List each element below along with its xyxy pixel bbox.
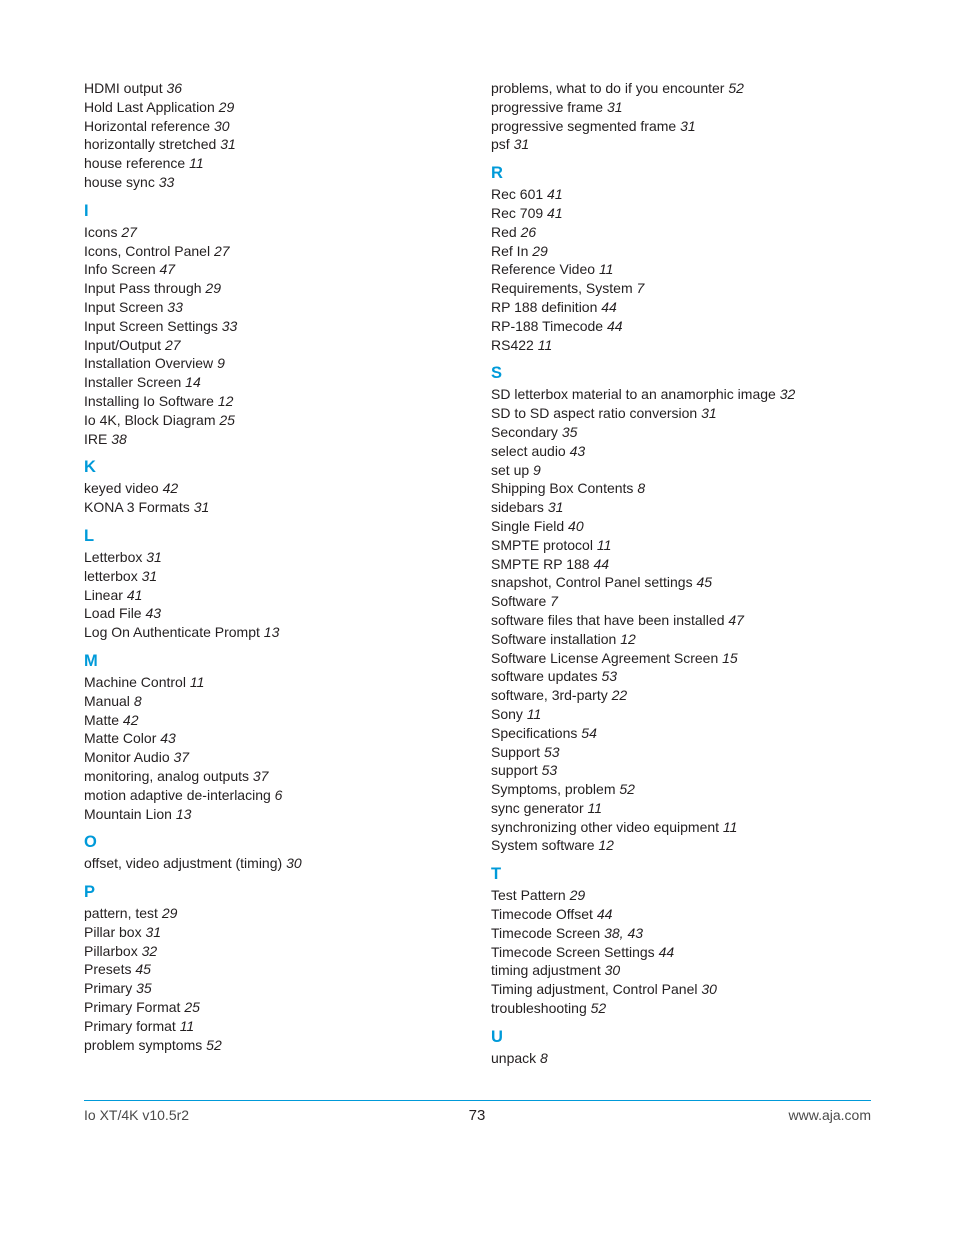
index-page-ref: 33 (221, 317, 238, 334)
index-entry (84, 942, 464, 961)
index-term: Matte Color (84, 730, 157, 747)
index-page-ref: 7 (550, 593, 558, 610)
index-entry (491, 836, 891, 855)
index-term: Info Screen (84, 261, 156, 278)
index-page-ref: 12 (217, 392, 234, 409)
index-entry (491, 799, 891, 818)
index-letter-heading: U (491, 1027, 503, 1046)
index-entry (491, 649, 891, 668)
index-page-ref: 31 (146, 548, 162, 565)
index-entry (84, 98, 464, 117)
index-entry (491, 336, 891, 355)
index-term: RS422 (491, 336, 534, 353)
index-term: timing adjustment (491, 962, 601, 979)
index-entry (491, 135, 891, 154)
index-page-ref: 11 (722, 818, 738, 835)
index-entry (491, 279, 891, 298)
index-letter-heading: P (84, 883, 96, 902)
index-term: Reference Video (491, 261, 596, 278)
index-entry (491, 592, 891, 611)
index-entry (491, 743, 891, 762)
index-page-ref: 37 (173, 749, 190, 766)
index-term: sync generator (491, 799, 584, 816)
index-entry (84, 673, 464, 692)
index-page-ref: 31 (145, 923, 162, 940)
index-page-ref: 43 (145, 605, 162, 622)
index-term: snapshot, Control Panel settings (491, 574, 693, 591)
index-entry (491, 943, 891, 962)
index-entry (491, 555, 891, 574)
index-entry (491, 886, 891, 905)
index-page-ref: 31 (701, 405, 717, 422)
index-page-ref: 29 (569, 887, 586, 904)
index-entry (491, 317, 891, 336)
index-entry (84, 711, 464, 730)
index-entry (84, 117, 464, 136)
index-entry (84, 79, 464, 98)
index-term: horizontally stretched (84, 136, 217, 153)
footer-website: www.aja.com (788, 1107, 871, 1123)
index-page-ref: 41 (547, 186, 563, 203)
index-term: Rec 709 (491, 204, 544, 221)
index-page-ref: 29 (205, 280, 221, 297)
index-entry (491, 517, 891, 536)
index-term: Sony (491, 705, 523, 722)
index-page-ref: 52 (590, 1000, 607, 1017)
index-entry (84, 260, 464, 279)
index-term: Installation Overview (84, 355, 214, 372)
index-entry (84, 354, 464, 373)
index-term: Timing adjustment, Control Panel (491, 981, 698, 998)
index-term: select audio (491, 442, 566, 459)
index-term: Test Pattern (491, 887, 566, 904)
index-page-ref: 32 (141, 942, 158, 959)
index-term: HDMI output (84, 80, 163, 96)
index-term: software updates (491, 668, 598, 685)
index-entry (84, 392, 464, 411)
index-term: Timecode Offset (491, 906, 593, 923)
index-term: Software License Agreement Screen (491, 649, 719, 666)
index-term: progressive frame (491, 98, 604, 115)
index-entry (491, 999, 891, 1018)
index-page-ref: 31 (141, 567, 158, 584)
index-page-ref: 31 (220, 136, 236, 153)
index-entry (84, 586, 464, 605)
index-page-ref: 31 (193, 499, 210, 516)
index-term: Icons, Control Panel (84, 242, 211, 259)
index-entry (491, 79, 891, 98)
index-entry (84, 317, 464, 336)
index-term: problems, what to do if you encounter (491, 80, 725, 96)
index-term: SMPTE protocol (491, 536, 593, 553)
index-page-ref: 31 (547, 499, 564, 516)
index-page-ref: 29 (218, 98, 235, 115)
index-entry (491, 536, 891, 555)
index-letter-heading: S (491, 364, 503, 383)
index-entry (491, 611, 891, 630)
index-page-ref: 29 (532, 242, 548, 259)
index-page-ref: 30 (213, 117, 230, 134)
index-page-ref: 30 (286, 855, 302, 872)
index-entry (84, 729, 464, 748)
index-page-ref: 33 (158, 173, 175, 190)
index-entry (84, 805, 464, 824)
index-term: Icons (84, 223, 118, 240)
index-entry (84, 604, 464, 623)
index-page-ref: 11 (537, 336, 553, 353)
index-letter-heading: O (84, 833, 97, 852)
index-term: troubleshooting (491, 1000, 587, 1017)
index-page-ref: 53 (543, 743, 560, 760)
index-term: Single Field (491, 517, 565, 534)
index-term: house sync (84, 173, 155, 190)
footer-product-version: Io XT/4K v10.5r2 (84, 1107, 190, 1123)
index-page-ref: 36 (166, 80, 183, 96)
index-term: Input Screen (84, 298, 164, 315)
index-term: Shipping Box Contents (491, 480, 634, 497)
index-entry (84, 173, 464, 192)
index-page-ref: 7 (636, 280, 645, 297)
index-term: Primary (84, 980, 133, 997)
index-entry (491, 724, 891, 743)
index-entry (491, 980, 891, 999)
index-entry (491, 818, 891, 837)
index-page-ref: 41 (547, 204, 563, 221)
index-page-ref: 44 (596, 906, 613, 923)
index-letter-heading: L (84, 526, 95, 545)
index-page-ref: 12 (598, 837, 614, 854)
index-page-ref: 11 (587, 799, 603, 816)
index-term: Ref In (491, 242, 529, 259)
index-entry (84, 411, 464, 430)
index-term: Log On Authenticate Prompt (84, 624, 260, 641)
index-term: software files that have been installed (491, 611, 725, 628)
index-page-ref: 44 (658, 943, 675, 960)
index-page-ref: 40 (568, 517, 584, 534)
index-term: Symptoms, problem (491, 781, 616, 798)
index-page-ref: 52 (206, 1036, 222, 1053)
index-page-ref: 42 (162, 480, 179, 497)
index-page-ref: 14 (185, 374, 201, 391)
index-entry (491, 260, 891, 279)
index-entry (84, 548, 464, 567)
index-page-ref: 11 (179, 1017, 195, 1034)
index-page-ref: 8 (540, 1049, 548, 1066)
index-page-ref: 11 (189, 673, 205, 690)
index-entry (491, 404, 891, 423)
index-entry (84, 154, 464, 173)
index-entry (84, 279, 464, 298)
index-term: pattern, test (84, 905, 158, 922)
index-letter-heading: R (491, 164, 503, 183)
index-page-ref: 8 (133, 692, 142, 709)
index-page-ref: 8 (637, 480, 646, 497)
index-page-ref: 53 (541, 762, 558, 779)
index-page-ref: 22 (611, 687, 628, 704)
index-term: Rec 601 (491, 186, 544, 203)
index-entry (84, 479, 464, 498)
index-term: Horizontal reference (84, 117, 211, 134)
index-page-ref: 9 (533, 461, 541, 478)
index-entry (491, 204, 891, 223)
index-term: software, 3rd-party (491, 687, 608, 704)
index-term: Support (491, 743, 541, 760)
index-entry (84, 430, 464, 449)
index-term: Primary Format (84, 999, 181, 1016)
index-page-ref: 37 (252, 767, 269, 784)
index-term: synchronizing other video equipment (491, 818, 720, 835)
index-term: Io 4K, Block Diagram (84, 411, 216, 428)
index-entry (491, 385, 891, 404)
index-page-ref: 38, 43 (604, 924, 644, 941)
index-page-ref: 13 (263, 624, 280, 641)
index-page-ref: 52 (619, 781, 635, 798)
index-term: keyed video (84, 480, 159, 497)
index-page-ref: 27 (213, 242, 230, 259)
index-entry (491, 630, 891, 649)
index-page-ref: 35 (136, 980, 152, 997)
index-term: RP 188 definition (491, 298, 598, 315)
index-letter-heading: I (84, 201, 89, 220)
index-term: SD to SD aspect ratio conversion (491, 405, 698, 422)
index-term: Input Pass through (84, 280, 202, 297)
index-page-ref: 45 (135, 961, 151, 978)
index-term: Red (491, 223, 517, 240)
index-page-ref: 11 (598, 261, 614, 278)
index-column-right (491, 79, 891, 1068)
index-entry (491, 705, 891, 724)
index-entry (84, 373, 464, 392)
index-page-ref: 47 (159, 261, 176, 278)
index-entry (491, 242, 891, 261)
index-term: Mountain Lion (84, 805, 172, 822)
index-page-ref: 11 (596, 536, 612, 553)
index-entry (84, 336, 464, 355)
index-page-ref: 54 (581, 724, 597, 741)
index-term: Software (491, 593, 547, 610)
index-entry (491, 686, 891, 705)
index-term: Input/Output (84, 336, 162, 353)
index-term: problem symptoms (84, 1036, 203, 1053)
index-page-ref: 38 (111, 430, 127, 447)
index-term: unpack (491, 1049, 537, 1066)
index-entry (84, 767, 464, 786)
index-term: Manual (84, 692, 130, 709)
index-page-ref: 27 (121, 223, 137, 240)
index-term: Secondary (491, 423, 558, 440)
index-letter-heading: K (84, 458, 96, 477)
index-term: Matte (84, 711, 120, 728)
index-page-ref: 44 (601, 298, 617, 315)
index-entry (84, 904, 464, 923)
index-page-ref: 44 (606, 317, 623, 334)
index-page-ref: 31 (606, 98, 623, 115)
index-page-ref: 12 (620, 630, 636, 647)
index-page-ref: 13 (175, 805, 192, 822)
index-term: Software installation (491, 630, 617, 647)
index-page-ref: 35 (561, 423, 578, 440)
index-entry (491, 117, 891, 136)
index-entry (84, 567, 464, 586)
index-entry (84, 1017, 464, 1036)
index-term: KONA 3 Formats (84, 499, 190, 516)
index-entry (491, 442, 891, 461)
index-entry (491, 1049, 891, 1068)
index-entry (84, 242, 464, 261)
index-entry (491, 573, 891, 592)
index-page-ref: 31 (680, 117, 696, 134)
index-term: motion adaptive de-interlacing (84, 786, 271, 803)
index-page-ref: 29 (161, 905, 178, 922)
index-term: Hold Last Application (84, 98, 215, 115)
index-entry (491, 780, 891, 799)
index-term: Load File (84, 605, 142, 622)
index-term: System software (491, 837, 595, 854)
index-page-ref: 26 (520, 223, 537, 240)
index-term: Letterbox (84, 548, 143, 565)
index-page-ref: 27 (164, 336, 181, 353)
index-term: progressive segmented frame (491, 117, 677, 134)
index-term: SD letterbox material to an anamorphic image (491, 386, 776, 403)
index-entry (84, 960, 464, 979)
index-page-ref: 11 (189, 155, 204, 172)
index-term: Installing Io Software (84, 392, 214, 409)
index-term: Pillar box (84, 923, 142, 940)
index-page-ref: 15 (722, 649, 738, 666)
index-entry (84, 998, 464, 1017)
index-term: IRE (84, 430, 108, 447)
index-entry (84, 298, 464, 317)
index-term: Requirements, System (491, 280, 633, 297)
index-entry (491, 98, 891, 117)
index-entry (84, 854, 464, 873)
index-entry (84, 498, 464, 517)
index-entry (84, 692, 464, 711)
index-page-ref: 47 (728, 611, 744, 628)
index-entry (84, 748, 464, 767)
index-column-left (84, 79, 464, 1054)
index-term: Specifications (491, 724, 578, 741)
index-entry (84, 135, 464, 154)
index-page-ref: 9 (217, 355, 225, 372)
index-entry (84, 223, 464, 242)
footer-page-number: 73 (468, 1107, 486, 1124)
index-page-ref: 43 (160, 730, 176, 747)
index-page-ref: 44 (593, 555, 610, 572)
index-entry (491, 498, 891, 517)
index-letter-heading: M (84, 651, 98, 670)
index-term: Pillarbox (84, 942, 138, 959)
index-term: support (491, 762, 538, 779)
index-entry (84, 979, 464, 998)
index-page-ref: 30 (701, 981, 717, 998)
index-entry (491, 479, 891, 498)
index-entry (491, 761, 891, 780)
index-term: letterbox (84, 567, 138, 584)
index-letter-heading: T (491, 865, 502, 884)
index-term: sidebars (491, 499, 544, 516)
index-page-ref: 6 (274, 786, 283, 803)
index-term: Timecode Screen Settings (491, 943, 655, 960)
index-page-ref: 11 (526, 705, 542, 722)
index-page-ref: 52 (728, 80, 744, 96)
index-term: Linear (84, 586, 123, 603)
index-entry (491, 961, 891, 980)
index-term: psf (491, 136, 510, 153)
index-entry (491, 667, 891, 686)
index-page-ref: 41 (126, 586, 143, 603)
index-entry (491, 924, 891, 943)
index-entry (491, 905, 891, 924)
index-entry (84, 786, 464, 805)
index-term: house reference (84, 155, 186, 172)
index-entry (84, 1036, 464, 1055)
index-entry (491, 461, 891, 480)
index-page-ref: 53 (601, 668, 618, 685)
index-term: Installer Screen (84, 374, 182, 391)
index-page-ref: 25 (219, 411, 235, 428)
index-entry (491, 423, 891, 442)
index-term: Presets (84, 961, 132, 978)
index-term: SMPTE RP 188 (491, 555, 590, 572)
index-term: Primary format (84, 1017, 176, 1034)
footer-divider (84, 1100, 871, 1101)
index-term: set up (491, 461, 530, 478)
index-term: Machine Control (84, 673, 186, 690)
index-entry (491, 223, 891, 242)
index-page-ref: 32 (779, 386, 796, 403)
index-page-ref: 30 (604, 962, 621, 979)
index-entry (84, 923, 464, 942)
index-term: Timecode Screen (491, 924, 601, 941)
index-entry (84, 623, 464, 642)
index-term: Input Screen Settings (84, 317, 218, 334)
index-term: monitoring, analog outputs (84, 767, 249, 784)
index-entry (491, 298, 891, 317)
index-page-ref: 42 (122, 711, 139, 728)
index-term: offset, video adjustment (timing) (84, 855, 283, 872)
index-page-ref: 45 (696, 574, 713, 591)
index-term: RP-188 Timecode (491, 317, 604, 334)
index-page-ref: 31 (513, 136, 530, 153)
index-entry (491, 185, 891, 204)
index-page-ref: 43 (569, 442, 586, 459)
index-page-ref: 25 (184, 999, 200, 1016)
index-term: Monitor Audio (84, 749, 170, 766)
index-page-ref: 33 (167, 298, 183, 315)
